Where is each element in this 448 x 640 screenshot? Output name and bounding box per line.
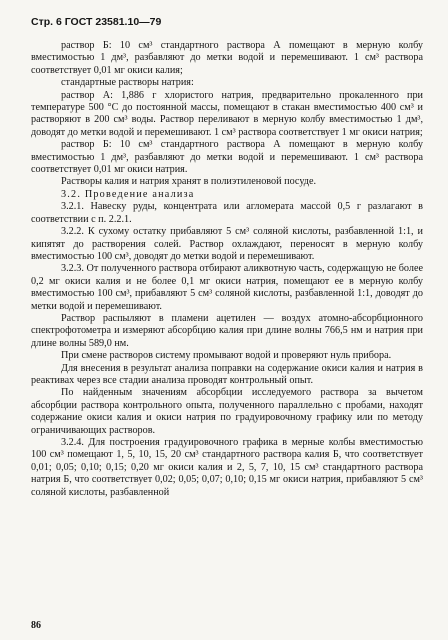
document-body (31, 40, 423, 499)
page-header: Стр. 6 ГОСТ 23581.10—79 (31, 16, 162, 28)
paragraph-natrium-solution-a: раствор А: 1,886 г хлористого натрия, предварительно прокаленного при температуре 500 °С до постоянной массы, помещают в стакан вместимостью 400 см³ и растворяют в 200 см³ воды. Раствор переливают в мерную колбу вместимостью 1 дм³, доводят до метки водой и перемешивают. 1 см³ раствора соответствует 1 мг окиси натрия; (31, 89, 423, 138)
page-number: 86 (31, 620, 41, 631)
section-heading: 3.2. Проведение анализа (61, 188, 195, 200)
paragraph-kali-solution-b: раствор Б: 10 см³ стандартного раствора А помещают в мерную колбу вместимостью 1 дм³, разбавляют до метки водой и перемешивают. 1 см³ раствора соответствует 0,01 мг окиси калия; (31, 40, 423, 76)
paragraph-natrium-standards: стандартные растворы натрия: (61, 77, 194, 89)
paragraph-rinse: При смене растворов систему промывают водой и проверяют нуль прибора. (61, 350, 392, 362)
paragraph-spraying: Раствор распыляют в пламени ацетилен — воздух атомно-абсорбционного спектрофотометра и измеряют абсорбцию калия при длине волны 766,5 нм и натрия при длине волны 589,0 нм. (31, 312, 423, 349)
paragraph-calculation: По найденным значениям абсорбции исследуемого раствора за вычетом абсорбции раствора контрольного опыта, полученного параллельно с пробами, находят содержание окиси калия и окиси натрия по градуировочному графику или по методу ограничивающих растворов. (31, 387, 423, 436)
paragraph-3-2-1: 3.2.1. Навеску руды, концентрата или агломерата массой 0,5 г разлагают в соответствии с п. 2.2.1. (31, 201, 423, 225)
paragraph-blank-test: Для внесения в результат анализа поправки на содержание окиси калия и натрия в реактивах через все стадии анализа проводят контрольный опыт. (31, 362, 423, 386)
paragraph-3-2-3: 3.2.3. От полученного раствора отбирают аликвотную часть, содержащую не более 0,2 мг окиси калия и не более 0,1 мг окиси натрия, помещают ее в мерную колбу вместимостью 100 см³, прибавляют 5 см³ соляной кислоты, разбавленной 1:1, доводят до метки водой и перемешивают. (31, 263, 423, 312)
paragraph-natrium-solution-b: раствор Б: 10 см³ стандартного раствора А помещают в мерную колбу вместимостью 1 дм³, разбавляют до метки водой и перемешивают. 1 см³ раствора соответствует 0,01 мг окиси натрия. (31, 139, 423, 176)
paragraph-3-2-2: 3.2.2. К сухому остатку прибавляют 5 см³ соляной кислоты, разбавленной 1:1, и кипятят до растворения солей. Раствор охлаждают, переносят в мерную колбу вместимостью 100 см³, доводят до метки водой и перемешивают. (31, 226, 423, 262)
paragraph-storage: Растворы калия и натрия хранят в полиэтиленовой посуде. (61, 176, 317, 188)
paragraph-3-2-4: 3.2.4. Для построения градуировочного графика в мерные колбы вместимостью 100 см³ помещают 1, 5, 10, 15, 20 см³ стандартного раствора калия Б, что соответствует 0,01; 0,05; 0,10; 0,15; 0,20 мг окиси калия и 2, 5, 7, 10, 15 см³ стандартного раствора натрия Б, что соответствует 0,02; 0,05; 0,07; 0,10; 0,15 мг окиси натрия, прибавляют 5 см³ соляной кислоты, разбавленной (31, 437, 423, 498)
